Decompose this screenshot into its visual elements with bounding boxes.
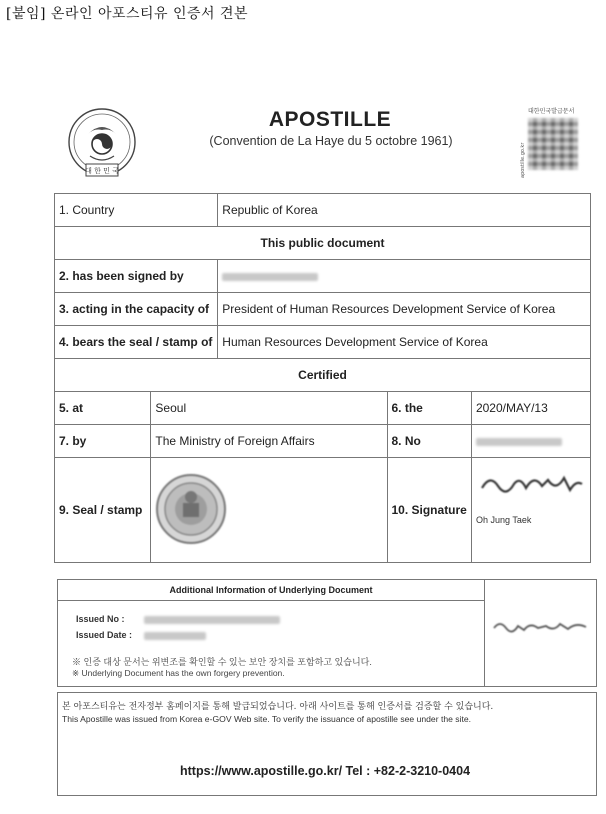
- table-row: [55, 293, 591, 326]
- seal-label: 4. bears the seal / stamp of: [55, 326, 218, 359]
- table-row: [55, 260, 591, 293]
- by-label: 7. by: [55, 425, 151, 458]
- table-row: [55, 458, 591, 563]
- at-label: 5. at: [55, 392, 151, 425]
- capacity-value: President of Human Resources Development Service of Korea: [218, 293, 591, 326]
- by-value: The Ministry of Foreign Affairs: [151, 425, 387, 458]
- public-doc-heading: This public document: [55, 227, 591, 260]
- table-row: [55, 425, 591, 458]
- stamp-cell: [151, 458, 387, 563]
- note-kr: ※ 인증 대상 문서는 위변조를 확인할 수 있는 보안 장치를 포함하고 있습니다.: [72, 657, 372, 667]
- table-row: [55, 194, 591, 227]
- signer-name: Oh Jung Taek: [475, 515, 532, 525]
- issued-date-label: Issued Date :: [76, 630, 133, 640]
- signed-label: 2. has been signed by: [55, 260, 218, 293]
- issuance-text-en: This Apostille was issued from Korea e-GOV Web site. To verify the issuance of apostille see under the site.: [62, 714, 472, 724]
- certified-heading: Certified: [55, 359, 591, 392]
- issued-no-value: [144, 616, 280, 624]
- table-row: [55, 392, 591, 425]
- issued-date-value: [144, 632, 206, 640]
- seal-text: 대 한 민 국: [85, 167, 119, 175]
- certificate-subtitle: (Convention de La Haye du 5 octobre 1961): [209, 134, 453, 148]
- verification-contact: https://www.apostille.go.kr/ Tel : +82-2-3210-0404: [180, 764, 471, 778]
- country-label: 1. Country: [55, 194, 218, 227]
- the-label: 6. the: [387, 392, 471, 425]
- additional-heading: Additional Information of Underlying Document: [58, 580, 484, 601]
- qr-code: [528, 118, 578, 170]
- qr-url: apostille.go.kr: [520, 142, 526, 178]
- signed-value: [218, 260, 591, 293]
- page-title: [붙임] 온라인 아포스티유 인증서 견본: [6, 6, 249, 22]
- signature-cell: [471, 458, 590, 563]
- issuance-text-kr: 본 아포스티유는 전자정부 홈페이지를 통해 발급되었습니다. 아래 사이트를 통해 인증서를 검증할 수 있습니다.: [62, 702, 494, 712]
- qr-label: 대한민국발급문서: [528, 108, 575, 115]
- signature-scribble: [476, 466, 586, 500]
- table-row: [55, 359, 591, 392]
- at-value: Seoul: [151, 392, 387, 425]
- table-row: [55, 326, 591, 359]
- table-row: [55, 227, 591, 260]
- official-stamp-icon: [155, 469, 227, 549]
- country-value: Republic of Korea: [218, 194, 591, 227]
- the-value: 2020/MAY/13: [471, 392, 590, 425]
- seal-value: Human Resources Development Service of Korea: [218, 326, 591, 359]
- capacity-label: 3. acting in the capacity of: [55, 293, 218, 326]
- stamp-label: 9. Seal / stamp: [55, 458, 151, 563]
- note-en: ※ Underlying Document has the own forgery prevention.: [72, 668, 285, 678]
- national-seal-icon: [66, 106, 138, 182]
- no-label: 8. No: [387, 425, 471, 458]
- certificate-table: [54, 193, 591, 563]
- certificate-title: APOSTILLE: [268, 108, 392, 131]
- issued-no-label: Issued No :: [76, 614, 125, 624]
- no-value: [471, 425, 590, 458]
- signature-label: 10. Signature: [387, 458, 471, 563]
- additional-divider: [484, 580, 485, 686]
- document-signature-scribble: [490, 616, 590, 636]
